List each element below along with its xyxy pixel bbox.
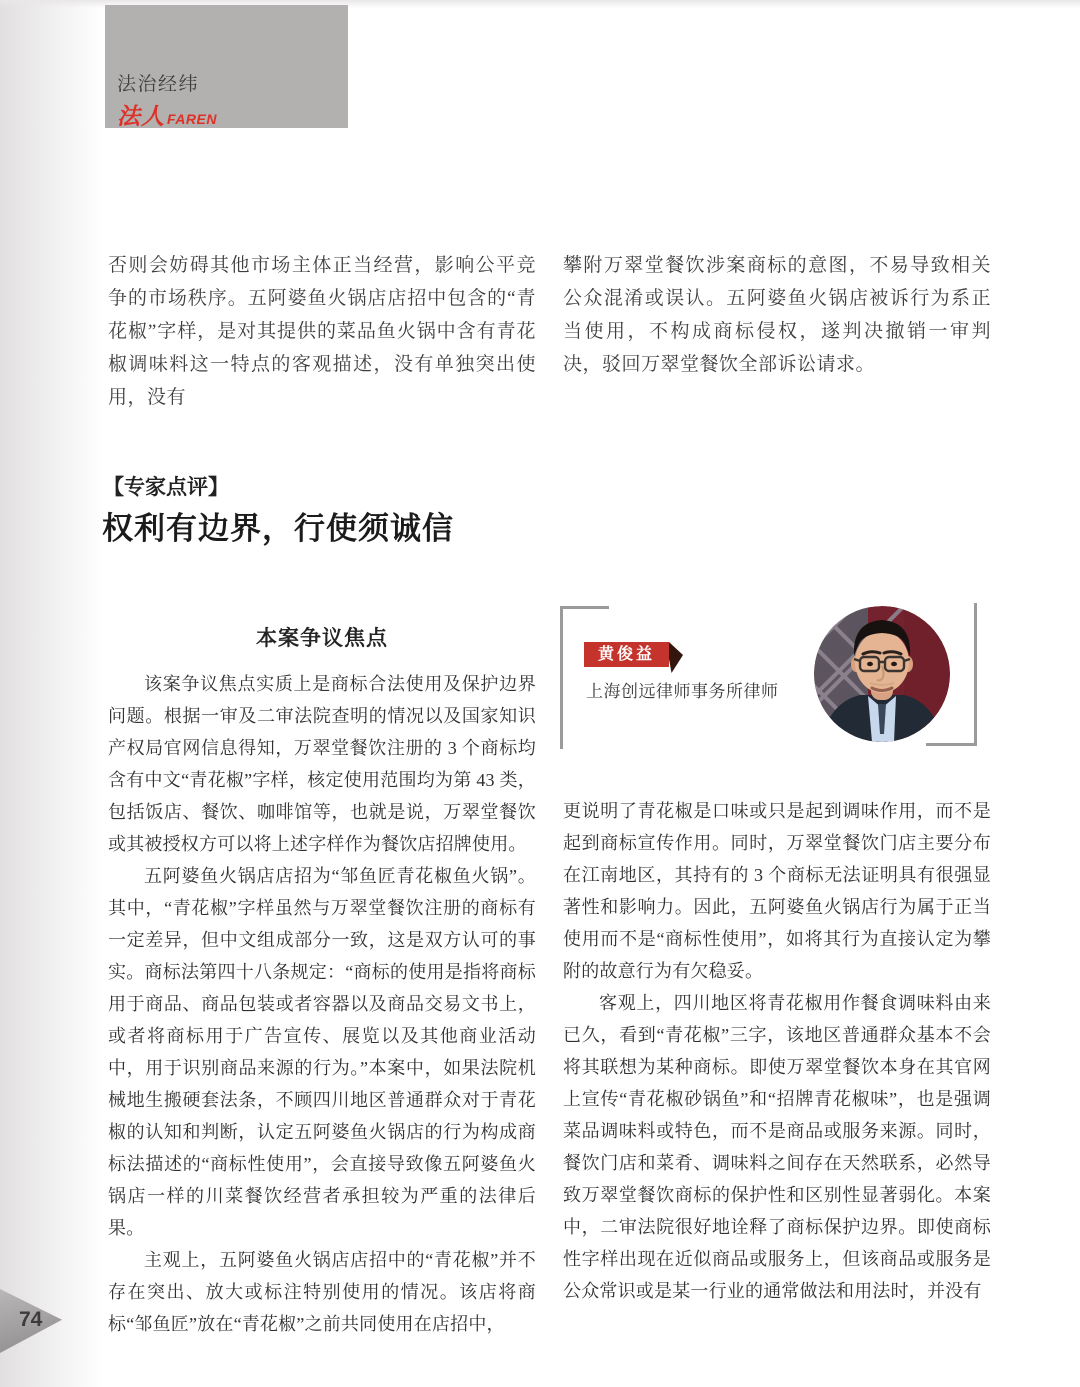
commentary-right-column [563,603,991,1307]
body-paragraph: 更说明了青花椒是口味或只是起到调味作用，而不是起到商标宣传作用。同时，万翠堂餐饮门店主要分布在江南地区，其持有的 3 个商标无法证明具有很强显著性和影响力。因此，五阿婆鱼火锅店行为属于正当使用而不是“商标性使用”，如将其行为直接认定为攀附的故意行为有欠稳妥。 [563,801,991,981]
logo-chinese: 法人 [117,103,165,129]
right-paragraphs [563,795,991,1307]
expert-name-badge: 黄俊益 [584,642,669,667]
intro-right-text: 攀附万翠堂餐饮涉案商标的意图，不易导致相关公众混淆或误认。五阿婆鱼火锅店被诉行为系正当使用，不构成商标侵权，遂判决撤销一审判决，驳回万翠堂餐饮全部诉讼请求。 [563,255,991,375]
section-label: 法治经纬 [117,74,200,95]
expert-headshot-photo [814,606,950,742]
intro-right-column [563,249,991,381]
scan-edge-shadow [0,0,105,1387]
article-title: 权利有边界，行使须诚信 [102,511,454,546]
headshot-illustration [814,606,950,742]
body-paragraph: 客观上，四川地区将青花椒用作餐食调味料由来已久，看到“青花椒”三字，该地区普通群众基本不会将其联想为某种商标。即使万翠堂餐饮本身在其官网上宣传“青花椒砂锅鱼”和“招牌青花椒味”，也是强调菜品调味料或特色，而不是商品或服务来源。同时，餐饮门店和菜肴、调味料之间存在天然联系，必然导致万翠堂餐饮商标的保护性和区别性显著弱化。本案中，二审法院很好地诠释了商标保护边界。即使商标性字样出现在近似商品或服务上，但该商品或服务是公众常识或是某一行业的通常做法和用法时，并没有 [563,993,991,1301]
commentary-left-column [108,622,536,1340]
section-header [105,5,348,128]
expert-comment-tag: 【专家点评】 [103,475,229,499]
expert-affiliation: 上海创远律师事务所律师 [586,682,779,701]
page-number: 74 [19,1308,43,1331]
focus-heading: 本案争议焦点 [256,626,388,650]
intro-left-text: 否则会妨碍其他市场主体正当经营，影响公平竞争的市场秩序。五阿婆鱼火锅店店招中包含的“青花椒”字样，是对其提供的菜品鱼火锅中含有青花椒调味料这一特点的客观描述，没有单独突出使用，没有 [108,255,536,408]
badge-ribbon-fold [669,642,683,673]
body-paragraph: 五阿婆鱼火锅店店招为“邹鱼匠青花椒鱼火锅”。其中，“青花椒”字样虽然与万翠堂餐饮注册的商标有一定差异，但中文组成部分一致，这是双方认可的事实。商标法第四十八条规定：“商标的使用是指将商标用于商品、商品包装或者容器以及商品交易文书上，或者将商标用于广告宣传、展览以及其他商业活动中，用于识别商品来源的行为。”本案中，如果法院机械地生搬硬套法条，不顾四川地区普通群众对于青花椒的认知和判断，认定五阿婆鱼火锅店的行为构成商标法描述的“商标性使用”，会直接导致像五阿婆鱼火锅店一样的川菜餐饮经营者承担较为严重的法律后果。 [108,866,536,1238]
intro-left-column [108,249,536,414]
body-paragraph: 主观上，五阿婆鱼火锅店店招中的“青花椒”并不存在突出、放大或标注特别使用的情况。该店将商标“邹鱼匠”放在“青花椒”之前共同使用在店招中， [108,1250,536,1334]
faren-magazine-logo [117,98,217,131]
expert-info-box [563,603,991,749]
body-paragraph: 该案争议焦点实质上是商标合法使用及保护边界问题。根据一审及二审法院查明的情况以及国家知识产权局官网信息得知，万翠堂餐饮注册的 3 个商标均含有中文“青花椒”字样，核定使用范围均为第 43 类，包括饭店、餐饮、咖啡馆等，也就是说，万翠堂餐饮或其被授权方可以将上述字样作为餐饮店招牌使用。 [108,674,536,854]
left-paragraphs [108,668,536,1340]
logo-latin: FAREN [167,111,217,127]
